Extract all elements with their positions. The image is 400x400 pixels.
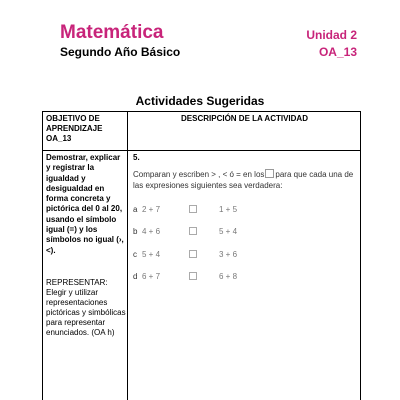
page-subtitle: Segundo Año Básico (60, 45, 181, 59)
instruction-text-before: Comparan y escriben > , < ó = en los (133, 170, 265, 179)
activity-instruction (133, 169, 361, 191)
exercise-letter: a (133, 205, 138, 214)
exercise-left-expression: 6 + 7 (142, 272, 161, 281)
exercise-left-expression: 5 + 4 (142, 250, 161, 259)
exercise-row (133, 205, 353, 217)
answer-box-icon (265, 169, 274, 178)
represent-title: REPRESENTAR: (46, 278, 108, 287)
unit-label: Unidad 2 (306, 28, 357, 42)
objective-code: OA_13 (318, 45, 357, 59)
column-divider (127, 112, 128, 400)
exercise-left-expression: 2 + 7 (142, 205, 161, 214)
represent-body: Elegir y utilizar representaciones pictóricas y simbólicas para representar enunciados. (OA h) (46, 288, 126, 337)
answer-box[interactable] (189, 250, 197, 258)
instruction-text-after: para que cada una de las expresiones siguientes sea verdadera: (133, 170, 354, 190)
page-title: Matemática (60, 22, 164, 43)
objective-column-header: OBJETIVO DE APRENDIZAJE OA_13 (46, 114, 103, 143)
exercise-row (133, 227, 353, 239)
exercise-right-expression: 5 + 4 (219, 227, 238, 236)
answer-box[interactable] (189, 205, 197, 213)
exercise-letter: d (133, 272, 138, 281)
exercise-right-expression: 1 + 5 (219, 205, 238, 214)
exercise-right-expression: 6 + 8 (219, 272, 238, 281)
header-divider (43, 150, 360, 151)
exercise-letter: b (133, 227, 138, 236)
activity-table (42, 111, 361, 400)
exercise-letter: c (133, 250, 137, 259)
exercise-row (133, 272, 353, 284)
objective-text: Demostrar, explicar y registrar la igualdad y desigualdad en forma concreta y pictórica del 0 al 20, usando el símbolo igual (=) y los símbolos no igual (›,<). (46, 153, 124, 255)
exercise-right-expression: 3 + 6 (219, 250, 238, 259)
answer-box[interactable] (189, 272, 197, 280)
section-heading: Actividades Sugeridas (135, 94, 265, 108)
activity-number: 5. (133, 153, 140, 162)
answer-box[interactable] (189, 227, 197, 235)
exercise-row (133, 250, 353, 262)
exercise-left-expression: 4 + 6 (142, 227, 161, 236)
description-column-header: DESCRIPCIÓN DE LA ACTIVIDAD (181, 114, 308, 123)
